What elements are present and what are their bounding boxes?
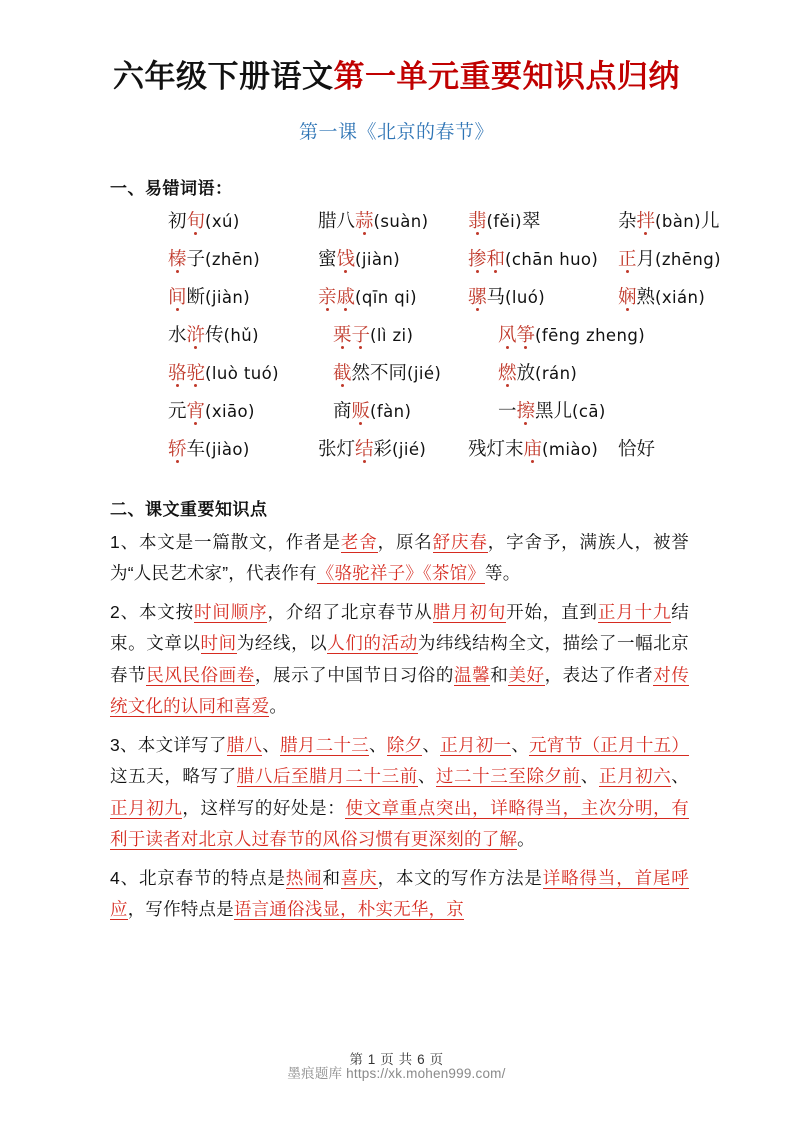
page-title <box>52 0 741 97</box>
vocab-highlight-char: 栗 <box>333 323 352 345</box>
plain-text: 、 <box>369 734 387 755</box>
vocab-pinyin: (jié) <box>407 363 442 383</box>
plain-text: 结束。文章以 <box>110 601 689 654</box>
vocab-plain-char: 恰好 <box>618 437 656 459</box>
vocab-pinyin: (qīn qi) <box>355 287 417 307</box>
vocab-plain-char: 断 <box>186 285 206 307</box>
page-footer <box>0 1052 793 1082</box>
vocab-pinyin: (xú) <box>205 211 240 231</box>
vocab-pinyin: (xián) <box>655 287 706 307</box>
vocab-highlight-char: 骡 <box>468 285 487 307</box>
vocab-plain-char: 元 <box>168 399 187 421</box>
highlighted-phrase: 语言通俗浅显，朴实无华，京 <box>233 899 465 920</box>
highlighted-phrase: 正月初六 <box>598 766 672 787</box>
vocab-pinyin: (chān huo) <box>505 249 599 269</box>
page-number: 第 1 页 共 6 页 <box>349 1052 444 1067</box>
knowledge-point <box>110 856 689 926</box>
vocab-highlight-char: 掺 <box>468 247 487 269</box>
vocab-highlight-char: 驼 <box>186 361 206 383</box>
vocabulary-entry <box>168 359 279 385</box>
vocab-pinyin: (fěi) <box>486 211 522 231</box>
knowledge-point-number: 3、 <box>110 734 138 755</box>
knowledge-points-list <box>52 520 741 926</box>
plain-text: ，介绍了北京春节从 <box>267 601 433 622</box>
vocab-pinyin: (xiāo) <box>205 401 255 421</box>
vocabulary-row <box>110 283 731 321</box>
page-title-red-part: 第一单元重要知识点归纳 <box>333 59 680 94</box>
plain-text: 。 <box>517 829 535 850</box>
vocab-pinyin: (jiào) <box>205 439 250 459</box>
plain-text: 为经线，以 <box>236 633 328 654</box>
vocabulary-entry <box>498 321 645 347</box>
vocab-pinyin: (zhēng) <box>655 249 721 269</box>
knowledge-point-number: 4、 <box>110 867 139 888</box>
highlighted-phrase: 腊月初旬 <box>432 601 507 622</box>
vocabulary-entry <box>618 435 655 461</box>
vocab-plain-char: 子 <box>186 247 206 269</box>
vocab-pinyin: (fàn) <box>370 401 412 421</box>
vocabulary-entry <box>498 359 577 385</box>
vocabulary-entry <box>468 245 598 271</box>
plain-text: 本文详写了 <box>137 734 227 755</box>
plain-text: ，表达了作者 <box>544 664 654 685</box>
vocab-pinyin: (luò tuó) <box>205 363 279 383</box>
highlighted-phrase: 过二十三至除夕前 <box>435 766 581 787</box>
vocab-plain-char: 彩 <box>373 437 393 459</box>
highlighted-phrase: 老舍 <box>340 531 378 552</box>
vocabulary-entry <box>168 321 259 347</box>
highlighted-phrase: 喜庆 <box>340 867 378 888</box>
vocab-pinyin: (jiàn) <box>355 249 401 269</box>
plain-text: 和 <box>490 664 509 685</box>
vocab-plain-char: 翠 <box>521 209 541 231</box>
knowledge-point <box>110 723 689 856</box>
vocab-highlight-char: 子 <box>351 323 371 345</box>
vocabulary-entry <box>618 245 721 271</box>
vocab-pinyin: (zhēn) <box>205 249 261 269</box>
highlighted-phrase: 热闹 <box>285 867 323 888</box>
vocab-plain-char: 残灯末 <box>468 437 524 459</box>
vocab-plain-char: 熟 <box>636 285 656 307</box>
plain-text: 本文按 <box>138 601 195 622</box>
vocabulary-entry <box>333 321 413 347</box>
vocab-plain-char: 月 <box>636 247 656 269</box>
vocab-highlight-char: 亲 <box>318 285 337 307</box>
vocabulary-entry <box>498 397 606 423</box>
vocabulary-entry <box>333 359 441 385</box>
vocabulary-row <box>110 359 731 397</box>
vocab-plain-char: 张灯 <box>318 437 356 459</box>
vocabulary-entry <box>468 283 545 309</box>
vocab-plain-char: 传 <box>205 323 224 345</box>
vocab-highlight-char: 筝 <box>516 323 536 345</box>
highlighted-phrase: 详略得当，首尾呼应 <box>110 867 689 920</box>
vocab-highlight-char: 戚 <box>336 285 356 307</box>
plain-text: 北京春节的特点是 <box>138 867 286 888</box>
vocab-highlight-char: 骆 <box>168 361 187 383</box>
plain-text: 。 <box>269 696 288 717</box>
knowledge-point <box>110 590 689 723</box>
plain-text: 为纬线结构全文，描绘了一幅北京春节 <box>110 633 689 685</box>
vocabulary-entry <box>318 245 400 271</box>
highlighted-phrase: 腊月二十三 <box>280 734 370 755</box>
vocabulary-entry <box>618 207 719 233</box>
vocab-pinyin: (hǔ) <box>223 325 259 345</box>
vocab-highlight-char: 贩 <box>351 399 371 421</box>
plain-text: 这五天，略写了 <box>110 766 237 787</box>
vocab-plain-char: 腊八 <box>318 209 356 231</box>
highlighted-phrase: 腊八 <box>226 734 263 755</box>
vocab-highlight-char: 翡 <box>468 209 487 231</box>
knowledge-point-number: 1、 <box>110 531 139 552</box>
vocabulary-row <box>110 435 731 473</box>
vocab-plain-char: 水 <box>168 323 187 345</box>
highlighted-phrase: 使文章重点突出，详略得当，主次分明，有利于读者对北京人过春节的风俗习惯有更深刻的了解 <box>110 797 689 850</box>
highlighted-phrase: 舒庆春 <box>432 531 488 552</box>
plain-text: 、 <box>422 734 441 755</box>
vocab-highlight-char: 庙 <box>523 437 543 459</box>
vocab-pinyin: (lì zi) <box>370 325 414 345</box>
highlighted-phrase: 除夕 <box>386 734 423 755</box>
section-heading-knowledge: 二、课文重要知识点 <box>110 499 268 519</box>
vocab-highlight-char: 宵 <box>186 399 206 421</box>
plain-text: ，展示了中国节日习俗的 <box>254 664 455 685</box>
vocab-pinyin: (bàn) <box>655 211 701 231</box>
highlighted-phrase: 对传统文化的认同和喜爱 <box>110 664 690 717</box>
vocabulary-entry <box>168 435 250 461</box>
vocab-plain-char: 一 <box>498 399 517 421</box>
vocabulary-row <box>110 245 731 283</box>
highlighted-phrase: 温馨 <box>454 664 491 685</box>
page-subtitle: 第一课《北京的春节》 <box>298 121 494 143</box>
knowledge-point <box>110 520 689 590</box>
vocab-pinyin: (fēng zheng) <box>535 325 646 345</box>
highlighted-phrase: 正月初一 <box>440 734 512 755</box>
vocabulary-entry <box>168 207 240 233</box>
plain-text: 、 <box>417 766 436 787</box>
vocab-pinyin: (jiàn) <box>205 287 251 307</box>
vocab-pinyin: (cā) <box>572 401 606 421</box>
highlighted-phrase: 民风民俗画卷 <box>146 664 255 685</box>
plain-text: 和 <box>322 867 341 888</box>
vocab-highlight-char: 结 <box>355 437 374 459</box>
vocab-highlight-char: 蒜 <box>355 209 374 231</box>
vocab-highlight-char: 轿 <box>168 437 187 459</box>
plain-text: ，这样写的好处是： <box>182 797 346 818</box>
vocabulary-entry <box>618 283 705 309</box>
vocab-plain-char: 放 <box>516 361 536 383</box>
vocab-pinyin: (rán) <box>535 363 578 383</box>
vocab-highlight-char: 浒 <box>186 323 206 345</box>
vocab-plain-char: 儿 <box>700 209 720 231</box>
vocab-plain-char: 初 <box>168 209 187 231</box>
plain-text: ，字舍予，满族人，被誉为“人民艺术家”，代表作有 <box>110 531 690 584</box>
vocabulary-row <box>110 321 731 359</box>
plain-text: 、 <box>580 766 599 787</box>
highlighted-phrase: 元宵节（正月十五） <box>529 734 690 755</box>
vocabulary-entry <box>168 283 250 309</box>
knowledge-point-number: 2、 <box>110 601 139 622</box>
vocab-highlight-char: 饯 <box>336 247 356 269</box>
vocab-pinyin: (luó) <box>505 287 546 307</box>
highlighted-phrase: 时间顺序 <box>194 601 268 622</box>
vocab-pinyin: (suàn) <box>373 211 429 231</box>
plain-text: 、 <box>511 734 530 755</box>
vocab-plain-char: 黑儿 <box>535 399 573 421</box>
vocab-highlight-char: 间 <box>168 285 187 307</box>
section-heading-vocabulary: 一、易错词语： <box>110 178 233 198</box>
vocabulary-entry <box>468 207 540 233</box>
highlighted-phrase: 腊八后至腊月二十三前 <box>236 766 418 787</box>
vocab-highlight-char: 风 <box>498 323 517 345</box>
page-title-black-part: 六年级下册语文 <box>113 59 334 94</box>
plain-text: 、 <box>671 766 689 787</box>
vocabulary-entry <box>318 435 426 461</box>
vocab-highlight-char: 娴 <box>618 285 637 307</box>
vocabulary-entry <box>168 245 260 271</box>
vocab-pinyin: (miào) <box>542 439 599 459</box>
vocab-plain-char: 杂 <box>618 209 637 231</box>
vocab-plain-char: 车 <box>186 437 206 459</box>
vocab-highlight-char: 拌 <box>636 209 656 231</box>
vocab-plain-char: 蜜 <box>318 247 337 269</box>
vocabulary-entry <box>168 397 255 423</box>
plain-text: ，写作特点是 <box>127 899 234 920</box>
vocab-highlight-char: 擦 <box>516 399 536 421</box>
vocab-plain-char: 商 <box>333 399 352 421</box>
vocab-highlight-char: 和 <box>486 247 506 269</box>
watermark-text: 墨痕题库 https://xk.mohen999.com/ <box>287 1066 506 1081</box>
vocab-highlight-char: 燃 <box>498 361 517 383</box>
plain-text: ，原名 <box>377 531 433 552</box>
vocab-plain-char: 马 <box>486 285 506 307</box>
vocab-highlight-char: 榛 <box>168 247 187 269</box>
highlighted-phrase: 美好 <box>508 664 545 685</box>
vocabulary-list <box>52 199 741 473</box>
plain-text: ，本文的写作方法是 <box>377 867 543 888</box>
plain-text: 等。 <box>485 563 521 584</box>
highlighted-phrase: 人们的活动 <box>327 633 418 654</box>
vocab-plain-char: 然不同 <box>351 361 408 383</box>
vocab-highlight-char: 旬 <box>186 209 206 231</box>
vocab-pinyin: (jié) <box>392 439 427 459</box>
plain-text: 开始，直到 <box>506 601 598 622</box>
vocabulary-entry <box>468 435 598 461</box>
highlighted-phrase: 时间 <box>200 633 237 654</box>
vocabulary-row <box>110 207 731 245</box>
highlighted-phrase: 《骆驼祥子》《茶馆》 <box>316 563 486 584</box>
plain-text: 本文是一篇散文，作者是 <box>138 531 341 552</box>
vocab-highlight-char: 截 <box>333 361 352 383</box>
vocabulary-entry <box>318 207 428 233</box>
highlighted-phrase: 正月初九 <box>110 797 183 818</box>
vocabulary-row <box>110 397 731 435</box>
vocab-highlight-char: 正 <box>618 247 637 269</box>
vocabulary-entry <box>333 397 411 423</box>
vocabulary-entry <box>318 283 417 309</box>
plain-text: 、 <box>262 734 281 755</box>
highlighted-phrase: 正月十九 <box>597 601 672 622</box>
